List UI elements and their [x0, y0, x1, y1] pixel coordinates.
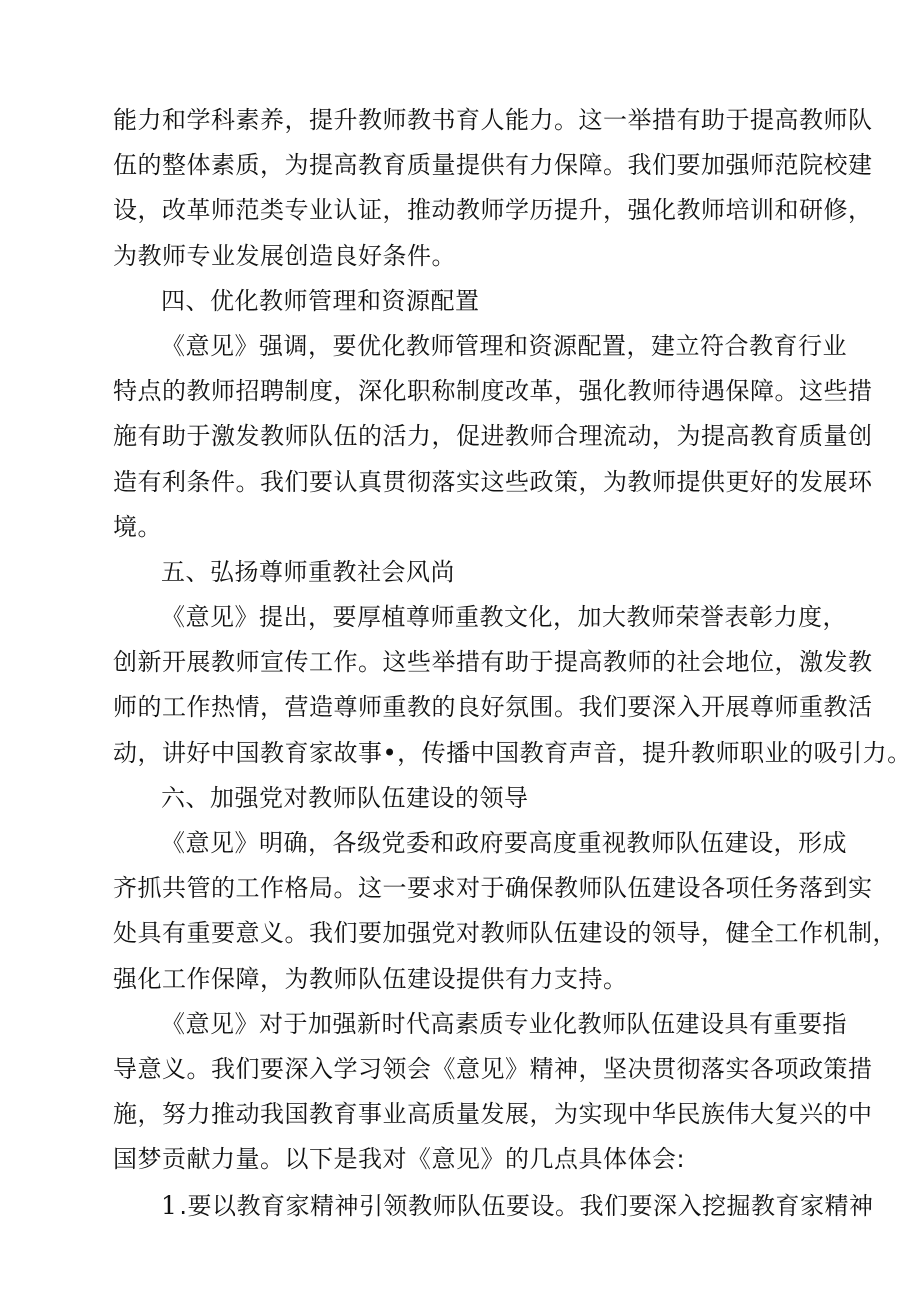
section-heading-4: 四、优化教师管理和资源配置 — [161, 286, 480, 315]
paragraph-line: 处具有重要意义。我们要加强党对教师队伍建设的领导，健全工作机制， — [113, 919, 897, 948]
document-body — [113, 98, 912, 1228]
paragraph-line: 国梦贡献力量。以下是我对《意见》的几点具体体会: — [113, 1145, 686, 1174]
paragraph-line: 境。 — [113, 512, 162, 541]
paragraph-line: 能力和学科素养，提升教师教书育人能力。这一举措有助于提高教师队 — [113, 106, 873, 134]
paragraph-line: 《意见》强调，要优化教师管理和资源配置，建立符合教育行业 — [161, 331, 847, 360]
paragraph-line: 导意义。我们要深入学习领会《意见》精神，坚决贯彻落实各项政策措 — [113, 1054, 873, 1083]
section-heading-6: 六、加强党对教师队伍建设的领导 — [161, 783, 529, 812]
paragraph-line: 强化工作保障，为教师队伍建设提供有力支持。 — [113, 964, 628, 993]
numbered-item-1 — [113, 1183, 874, 1228]
paragraph-line: 师的工作热情，营造尊师重教的良好氛围。我们要深入开展尊师重教活 — [113, 693, 873, 722]
item-text: .要以教育家精神引领教师队伍要设。我们要深入挖掘教育家精神 — [179, 1191, 874, 1220]
paragraph-line: 创新开展教师宣传工作。这些举措有助于提高教师的社会地位，激发教 — [113, 648, 873, 677]
paragraph-line: 为教师专业发展创造良好条件。 — [113, 241, 456, 270]
paragraph-line: 施有助于激发教师队伍的活力，促进教师合理流动，为提高教育质量创 — [113, 422, 873, 451]
paragraph-line: 伍的整体素质，为提高教育质量提供有力保障。我们要加强师范院校建 — [113, 151, 873, 180]
paragraph-line: 特点的教师招聘制度，深化职称制度改革，强化教师待遇保障。这些措 — [113, 377, 873, 406]
section-heading-5: 五、弘扬尊师重教社会风尚 — [161, 557, 455, 586]
paragraph-line: 《意见》明确，各级党委和政府要高度重视教师队伍建设，形成 — [161, 829, 847, 857]
paragraph-line: 《意见》提出，要厚植尊师重教文化，加大教师荣誉表彰力度， — [161, 603, 847, 632]
item-number: 1 — [161, 1190, 178, 1220]
paragraph-line: 设，改革师范类专业认证，推动教师学历提升，强化教师培训和研修， — [113, 196, 873, 225]
paragraph-line: 动，讲好中国教育家故事•，传播中国教育声音，提升教师职业的吸引力。 — [113, 738, 912, 767]
paragraph-line: 造有利条件。我们要认真贯彻落实这些政策，为教师提供更好的发展环 — [113, 467, 873, 496]
paragraph-line: 齐抓共管的工作格局。这一要求对于确保教师队伍建设各项任务落到实 — [113, 874, 873, 903]
paragraph-line: 《意见》对于加强新时代高素质专业化教师队伍建设具有重要指 — [161, 1009, 847, 1038]
paragraph-line: 施，努力推动我国教育事业高质量发展，为实现中华民族伟大复兴的中 — [113, 1100, 873, 1129]
